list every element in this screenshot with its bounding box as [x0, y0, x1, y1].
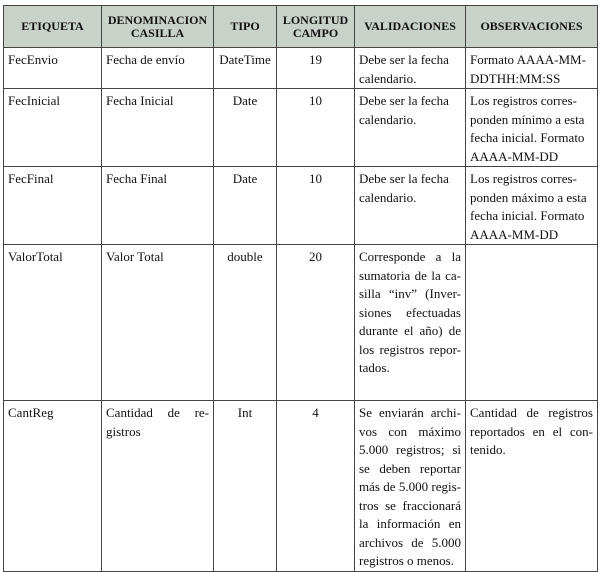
header-tipo: TIPO: [214, 6, 277, 48]
cell-validaciones: Debe ser la fecha calendario.: [355, 167, 466, 245]
header-row: [4, 6, 598, 48]
cell-etiqueta: FecFinal: [4, 167, 102, 245]
spec-table: [3, 5, 598, 572]
cell-etiqueta: ValorTotal: [4, 245, 102, 401]
cell-etiqueta: FecInicial: [4, 89, 102, 167]
cell-validaciones: Debe ser la fecha calendario.: [355, 89, 466, 167]
cell-tipo: DateTime: [214, 48, 277, 89]
cell-denominacion: Fecha Inicial: [102, 89, 214, 167]
cell-longitud: 19: [277, 48, 355, 89]
cell-tipo: Date: [214, 89, 277, 167]
table-row: [4, 89, 598, 167]
cell-tipo: Int: [214, 401, 277, 572]
table-row: [4, 167, 598, 245]
cell-denominacion: Fecha de envío: [102, 48, 214, 89]
cell-longitud: 4: [277, 401, 355, 572]
cell-validaciones: Se enviarán archi-vos con máximo 5.000 registros; si se deben reportar más de 5.000 regis-tros se fraccionará la información en archivos de 5.000 registros o menos.: [355, 401, 466, 572]
table-row: [4, 245, 598, 401]
cell-denominacion: Fecha Final: [102, 167, 214, 245]
cell-denominacion: Valor Total: [102, 245, 214, 401]
header-longitud-campo: LONGITUD CAMPO: [277, 6, 355, 48]
cell-observaciones: [466, 245, 598, 401]
cell-etiqueta: CantReg: [4, 401, 102, 572]
table-row: [4, 48, 598, 89]
cell-denominacion: Cantidad de re-gistros: [102, 401, 214, 572]
cell-observaciones: Formato AAAA-MM-DDTHH:MM:SS: [466, 48, 598, 89]
cell-longitud: 20: [277, 245, 355, 401]
cell-validaciones: Corresponde a la sumatoria de la ca-silla “inv” (Inver-siones efectuadas durante el año) de los registros repor-tados.: [355, 245, 466, 401]
header-validaciones: VALIDACIONES: [355, 6, 466, 48]
cell-tipo: double: [214, 245, 277, 401]
header-etiqueta: ETIQUETA: [4, 6, 102, 48]
cell-validaciones: Debe ser la fecha calendario.: [355, 48, 466, 89]
cell-observaciones: Cantidad de registros reportados en el con-tenido.: [466, 401, 598, 572]
header-denominacion-casilla: DENOMINACION CASILLA: [102, 6, 214, 48]
table-row: [4, 401, 598, 572]
cell-longitud: 10: [277, 89, 355, 167]
cell-observaciones: Los registros corres-ponden máximo a esta fecha inicial. Formato AAAA-MM-DD: [466, 167, 598, 245]
cell-etiqueta: FecEnvio: [4, 48, 102, 89]
cell-tipo: Date: [214, 167, 277, 245]
header-observaciones: OBSERVACIONES: [466, 6, 598, 48]
cell-observaciones: Los registros corres-ponden mínimo a esta fecha inicial. Formato AAAA-MM-DD: [466, 89, 598, 167]
cell-longitud: 10: [277, 167, 355, 245]
